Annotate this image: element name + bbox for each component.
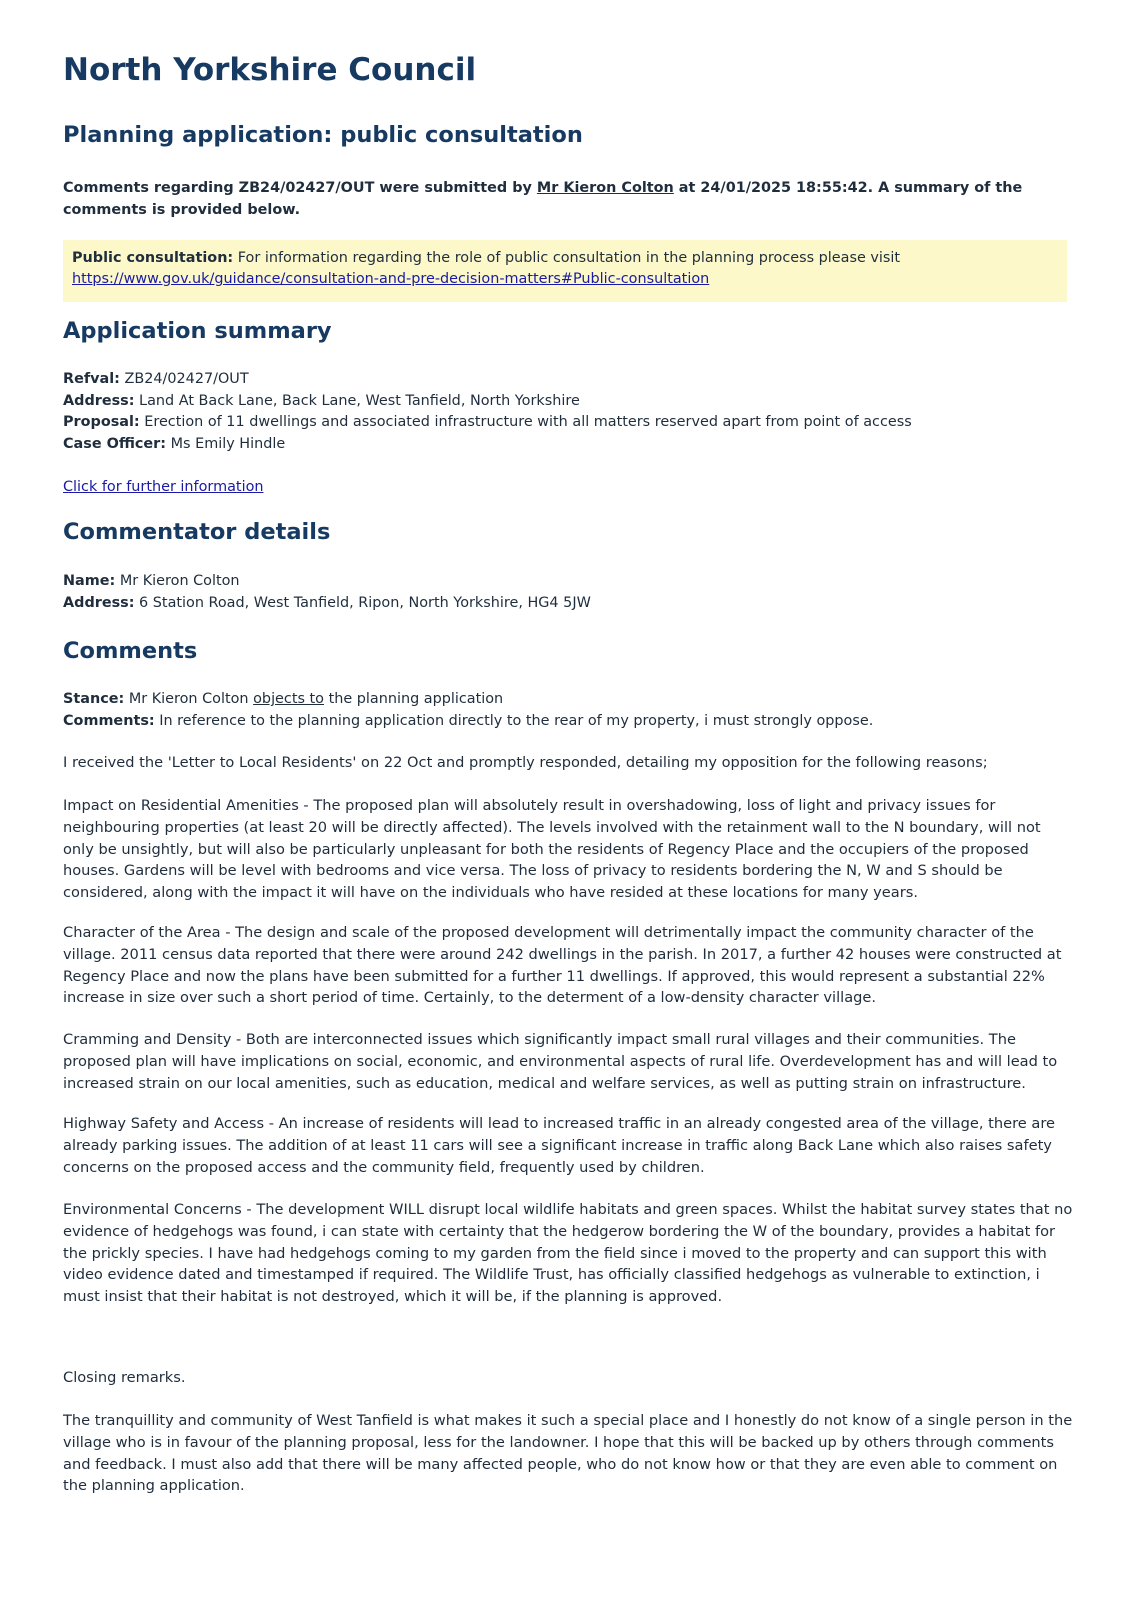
commentator-address-value: 6 Station Road, West Tanfield, Ripon, North Yorkshire, HG4 5JW [134, 594, 591, 611]
commentator-name-value: Mr Kieron Colton [115, 573, 240, 589]
address-label: Address: [63, 392, 135, 409]
refval-row [63, 369, 1073, 391]
public-consultation-notice [63, 240, 1067, 302]
stance-suffix: the planning application [324, 691, 504, 707]
comments-label: Comments: [63, 712, 155, 729]
comment-paragraph: The tranquillity and community of West Tanfield is what makes it such a special place and I honestly do not know of a single person in the village who is in favour of the planning proposal, less for the landowner. I hope that this will be backed up by others through comments and feedback. I must also add that there will be many affected people, who do not know how or that they are even able to comment on the planning application. [63, 1412, 1073, 1495]
commentator-name-label: Name: [63, 573, 116, 589]
comments-row [63, 711, 1073, 733]
further-information-link[interactable]: Click for further information [63, 479, 264, 495]
notice-label: Public consultation: [72, 250, 234, 266]
comments-first-line: In reference to the planning application directly to the rear of my property, i must strongly oppose. [154, 712, 874, 729]
comment-paragraph: I received the 'Letter to Local Residents' on 22 Oct and promptly responded, detailing my opposition for the following reasons; [63, 754, 988, 771]
commentator-details [63, 571, 1073, 614]
page-heading: Planning application: public consultation [63, 122, 583, 148]
guidance-link[interactable]: https://www.gov.uk/guidance/consultation-and-pre-decision-matters#Public-consultation [72, 271, 710, 287]
comment-paragraph: Closing remarks. [63, 1369, 186, 1386]
refval-label: Refval: [63, 371, 120, 387]
refval-value: ZB24/02427/OUT [119, 371, 249, 387]
comment-paragraph: Highway Safety and Access - An increase of residents will lead to increased traffic in an already congested area of the village, there are already parking issues. The addition of at least 11 cars will see a significant increase in traffic along Back Lane which also raises safety concerns on the proposed access and the community field, frequently used by children. [63, 1115, 1056, 1176]
notice-text: For information regarding the role of public consultation in the planning process please visit [233, 250, 901, 266]
comment-paragraph: Cramming and Density - Both are interconnected issues which significantly impact small rural villages and their communities. The proposed plan will have implications on social, economic, and environmental aspects of rural life. Overdevelopment has and will lead to increased strain on our local amenities, such as education, medical and welfare services, as well as putting strain on infrastructure. [63, 1031, 1058, 1092]
case-officer-label: Case Officer: [63, 435, 167, 452]
intro-prefix: Comments regarding ZB24/02427/OUT were submitted by [63, 180, 537, 196]
comments-heading: Comments [63, 638, 198, 664]
stance-prefix: Mr Kieron Colton [124, 691, 254, 707]
application-summary-details [63, 369, 1073, 455]
proposal-row [63, 412, 1073, 434]
comments-header-block [63, 689, 1073, 732]
intro-summary [63, 177, 1063, 221]
address-value: Land At Back Lane, Back Lane, West Tanfield, North Yorkshire [134, 392, 580, 409]
commentator-details-heading: Commentator details [63, 519, 331, 545]
case-officer-row [63, 434, 1073, 456]
commentator-name-row [63, 571, 1073, 593]
stance-label: Stance: [63, 691, 125, 707]
intro-suffix: at 24/01/2025 18:55:42. A summary of the comments is provided below. [63, 180, 1023, 218]
stance-value: objects to [253, 691, 324, 707]
comment-paragraph: Impact on Residential Amenities - The proposed plan will absolutely result in overshadowing, loss of light and privacy issues for neighbouring properties (at least 20 will be directly affected). The levels involved with the retainment wall to the N boundary, will not only be unsightly, but will also be particularly unpleasant for both the residents of Regency Place and the occupiers of the proposed houses. Gardens will be level with bedrooms and vice versa. The loss of privacy to residents bordering the N, W and S should be considered, along with the impact it will have on the individuals who have resided at these locations for many years. [63, 797, 1041, 902]
council-name: North Yorkshire Council [63, 52, 477, 88]
comment-paragraph: Environmental Concerns - The development WILL disrupt local wildlife habitats and green spaces. Whilst the habitat survey states that no evidence of hedgehogs was found, i can state with certainty that the hedgerow bordering the W of the boundary, provides a habitat for the prickly species. I have had hedgehogs coming to my garden from the field since i moved to the property and can support this with video evidence dated and timestamped if required. The Wildlife Trust, has officially classified hedgehogs as vulnerable to extinction, i must insist that their habitat is not destroyed, which it will be, if the planning is approved. [63, 1201, 1073, 1306]
comment-paragraph: Character of the Area - The design and scale of the proposed development will detrimentally impact the community character of the village. 2011 census data reported that there were around 242 dwellings in the parish. In 2017, a further 42 houses were constructed at Regency Place and now the plans have been submitted for a further 11 dwellings. If approved, this would represent a substantial 22% increase in size over such a short period of time. Certainly, to the determent of a low-density character village. [63, 924, 1062, 1007]
application-summary-heading: Application summary [63, 318, 332, 344]
stance-row [63, 689, 1073, 711]
commentator-address-row [63, 593, 1073, 615]
proposal-value: Erection of 11 dwellings and associated infrastructure with all matters reserved apart from point of access [139, 414, 912, 431]
case-officer-value: Ms Emily Hindle [166, 435, 286, 452]
commentator-link[interactable]: Mr Kieron Colton [536, 180, 674, 196]
proposal-label: Proposal: [63, 414, 140, 431]
commentator-address-label: Address: [63, 594, 135, 611]
address-row [63, 391, 1073, 413]
